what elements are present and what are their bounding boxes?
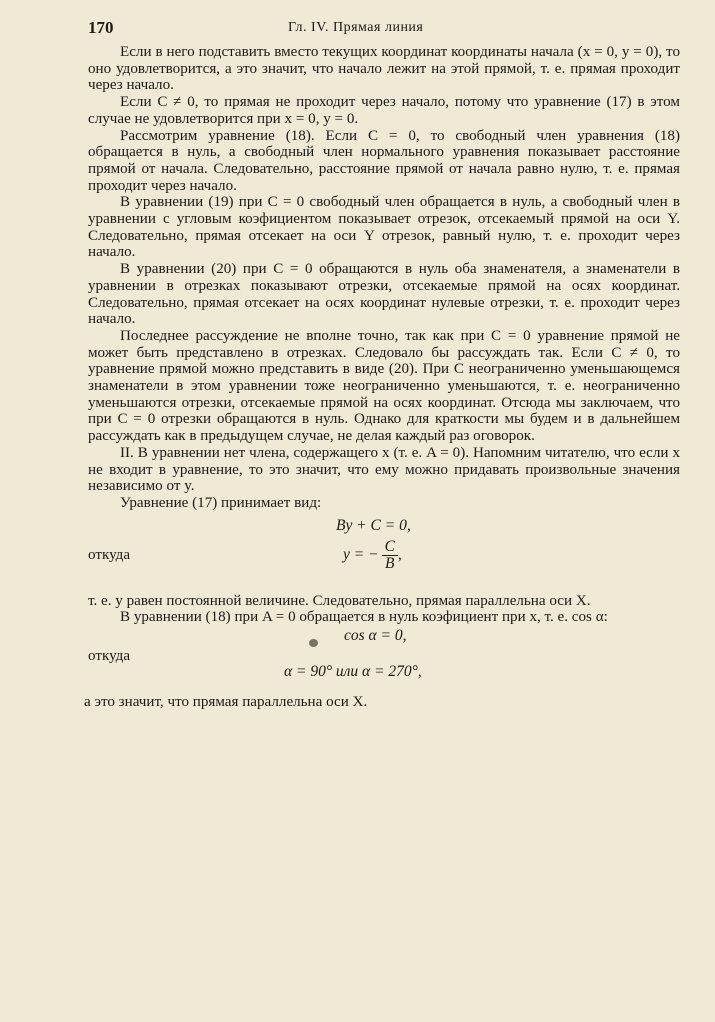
connecting-word: откуда (88, 648, 131, 665)
paragraph: В уравнении (18) при A = 0 обращается в нуль коэфициент при x, т. е. cos α: (120, 609, 608, 626)
paragraph: Если в него подставить вместо текущих координат координаты начала (x = 0, y = 0), то оно удовлетворится, а это значит, что начало лежит на этой прямой, т. е. прямая проходит через начало. (88, 44, 680, 94)
formula-lhs: y = − (343, 545, 379, 563)
paragraph: II. В уравнении нет члена, содержащего x (т. е. A = 0). Напомним читателю, что если x не входит в уравнение, то это значит, что ему можно придавать произвольные значения независимо от y. (88, 444, 680, 495)
formula-row (88, 515, 680, 539)
formula-row (88, 539, 680, 583)
paragraph: В уравнении (19) при C = 0 свободный член обращается в нуль, а свободный член в уравнении с угловым коэфициентом показывает отрезок, отсекаемый прямой на оси Y. Следовательно, прямая отсекает на оси Y отрезок, равный нулю, т. е. проходит через начало. (88, 194, 680, 261)
connecting-word: откуда (88, 546, 131, 563)
fraction-denominator: B (385, 554, 395, 572)
paragraph: Уравнение (17) принимает вид: (120, 494, 322, 511)
formula-line: α = 90° или α = 270°, (284, 663, 422, 681)
paragraph: В уравнении (20) при C = 0 обращаются в нуль оба знаменателя, а знаменатели в уравнении в отрезках показывают отрезки, отсекаемые прямой на осях координат. Следовательно, прямая отсекает на осях координат нулевые отрезки, т. е. проходит через начало. (88, 261, 680, 328)
formula-tail: , (397, 545, 402, 563)
paragraph: а это значит, что прямая параллельна оси X. (84, 694, 368, 711)
page-body (84, 44, 680, 711)
paragraph: Если C ≠ 0, то прямая не проходит через начало, потому что уравнение (17) в этом случае не удовлетворится при x = 0, y = 0. (88, 94, 680, 127)
page-number: 170 (88, 18, 114, 37)
print-speck (309, 639, 318, 647)
running-title: Гл. IV. Прямая линия (288, 20, 424, 35)
fraction-formula (343, 539, 402, 572)
paragraph: т. е. y равен постоянной величине. Следовательно, прямая параллельна оси X. (88, 592, 591, 609)
paragraph: Рассмотрим уравнение (18). Если C = 0, то свободный член уравнения (18) обращается в нуль, а свободный член нормального уравнения показывает расстояние прямой от начала. Следовательно, расстояние прямой от начала равно нулю, т. е. прямая проходит через начало. (88, 127, 680, 194)
formula-row (88, 626, 680, 648)
fraction (382, 539, 398, 572)
formula-line: cos α = 0, (344, 627, 407, 645)
paragraph: Последнее рассуждение не вполне точно, так как при C = 0 уравнение прямой не может быть представлено в отрезках. Следовало бы рассуждать так. Если C ≠ 0, то уравнение прямой можно представить в виде (20). При C неограниченно уменьшающемся знаменатели в этом уравнении тоже неограниченно уменьшаются, т. е. неограниченно уменьшаются отрезки, отсекаемые прямой на осях координат. Отсюда мы заключаем, что при C = 0 отрезки обращаются в нуль. Однако для краткости мы будем и в дальнейшем рассуждать как в предыдущем случае, не делая каждый раз оговорок. (88, 327, 680, 445)
formula-row (88, 648, 680, 684)
fraction-numerator: C (382, 539, 398, 556)
formula-line: By + C = 0, (336, 516, 411, 534)
page-header (88, 18, 679, 40)
